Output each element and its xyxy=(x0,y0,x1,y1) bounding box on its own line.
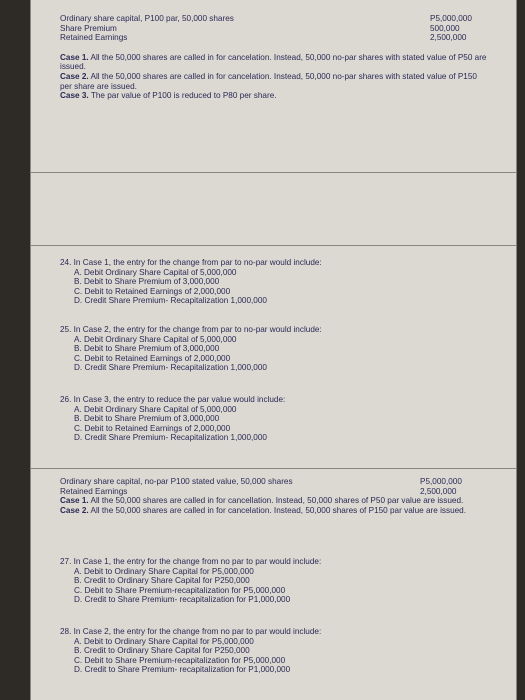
table-border-left xyxy=(30,0,31,700)
table-divider xyxy=(30,245,517,246)
question-26: 26. In Case 3, the entry to reduce the par value would include: A. Debit Ordinary Share Capital of 5,000,000 B. Debit to Share Premium of 3,000,000 C. Debit to Retained Earnings of 2,000,000 D. Credit Share Premium- Recapitalization 1,000,000 xyxy=(60,395,286,443)
case-3: Case 3. The par value of P100 is reduced to P80 per share. xyxy=(60,91,277,101)
case-1: Case 1. All the 50,000 shares are called in for cancelation. Instead, 50,000 no-par shares with stated value of P50 are issued. xyxy=(60,52,487,72)
document-page xyxy=(30,0,517,700)
balance-row: Share Premium 500,000 xyxy=(60,23,460,33)
balance-row: Ordinary share capital, P100 par, 50,000 shares P5,000,000 xyxy=(60,14,472,23)
table-divider xyxy=(30,468,517,469)
problem-1 xyxy=(60,14,490,101)
problem-2 xyxy=(60,477,480,515)
question-27: 27. In Case 1, the entry for the change from no par to par would include: A. Debit to Ordinary Share Capital for P5,000,000 B. Credit to Ordinary Share Capital for P250,000 C. Debit to Share Premium-recapitalization for P5,000,000 D. Credit to Share Premium- recapitalization for P1,000,000 xyxy=(60,557,322,605)
case-1: Case 1. All the 50,000 shares are called in for cancellation. Instead, 50,000 shares of P50 par value are issued. xyxy=(60,496,464,506)
case-2: Case 2. All the 50,000 shares are called in for cancelation. Instead, 50,000 no-par shares with stated value of P150 per share are issued. xyxy=(60,71,477,91)
balance-row: Ordinary share capital, no-par P100 stated value, 50,000 shares P5,000,000 xyxy=(60,477,462,486)
case-2: Case 2. All the 50,000 shares are called in for cancelation. Instead, 50,000 shares of P150 par value are issued. xyxy=(60,505,467,515)
table-border-right xyxy=(516,0,517,700)
balance-row: Retained Earnings 2,500,000 xyxy=(60,486,457,496)
question-25: 25. In Case 2, the entry for the change from par to no-par would include: A. Debit Ordinary Share Capital of 5,000,000 B. Debit to Share Premium of 3,000,000 C. Debit to Retained Earnings of 2,000,000 D. Credit Share Premium- Recapitalization 1,000,000 xyxy=(60,325,322,373)
table-divider xyxy=(30,172,517,173)
question-24: 24. In Case 1, the entry for the change from par to no-par would include: A. Debit Ordinary Share Capital of 5,000,000 B. Debit to Share Premium of 3,000,000 C. Debit to Retained Earnings of 2,000,000 D. Credit Share Premium- Recapitalization 1,000,000 xyxy=(60,258,322,306)
balance-row: Retained Earnings 2,500,000 xyxy=(60,33,467,43)
question-28: 28. In Case 2, the entry for the change from no par to par would include: A. Debit to Ordinary Share Capital for P5,000,000 B. Credit to Ordinary Share Capital for P250,000 C. Debit to Share Premium-recapitalization for P5,000,000 D. Credit to Share Premium- recapitalization for P1,000,000 xyxy=(60,627,322,675)
